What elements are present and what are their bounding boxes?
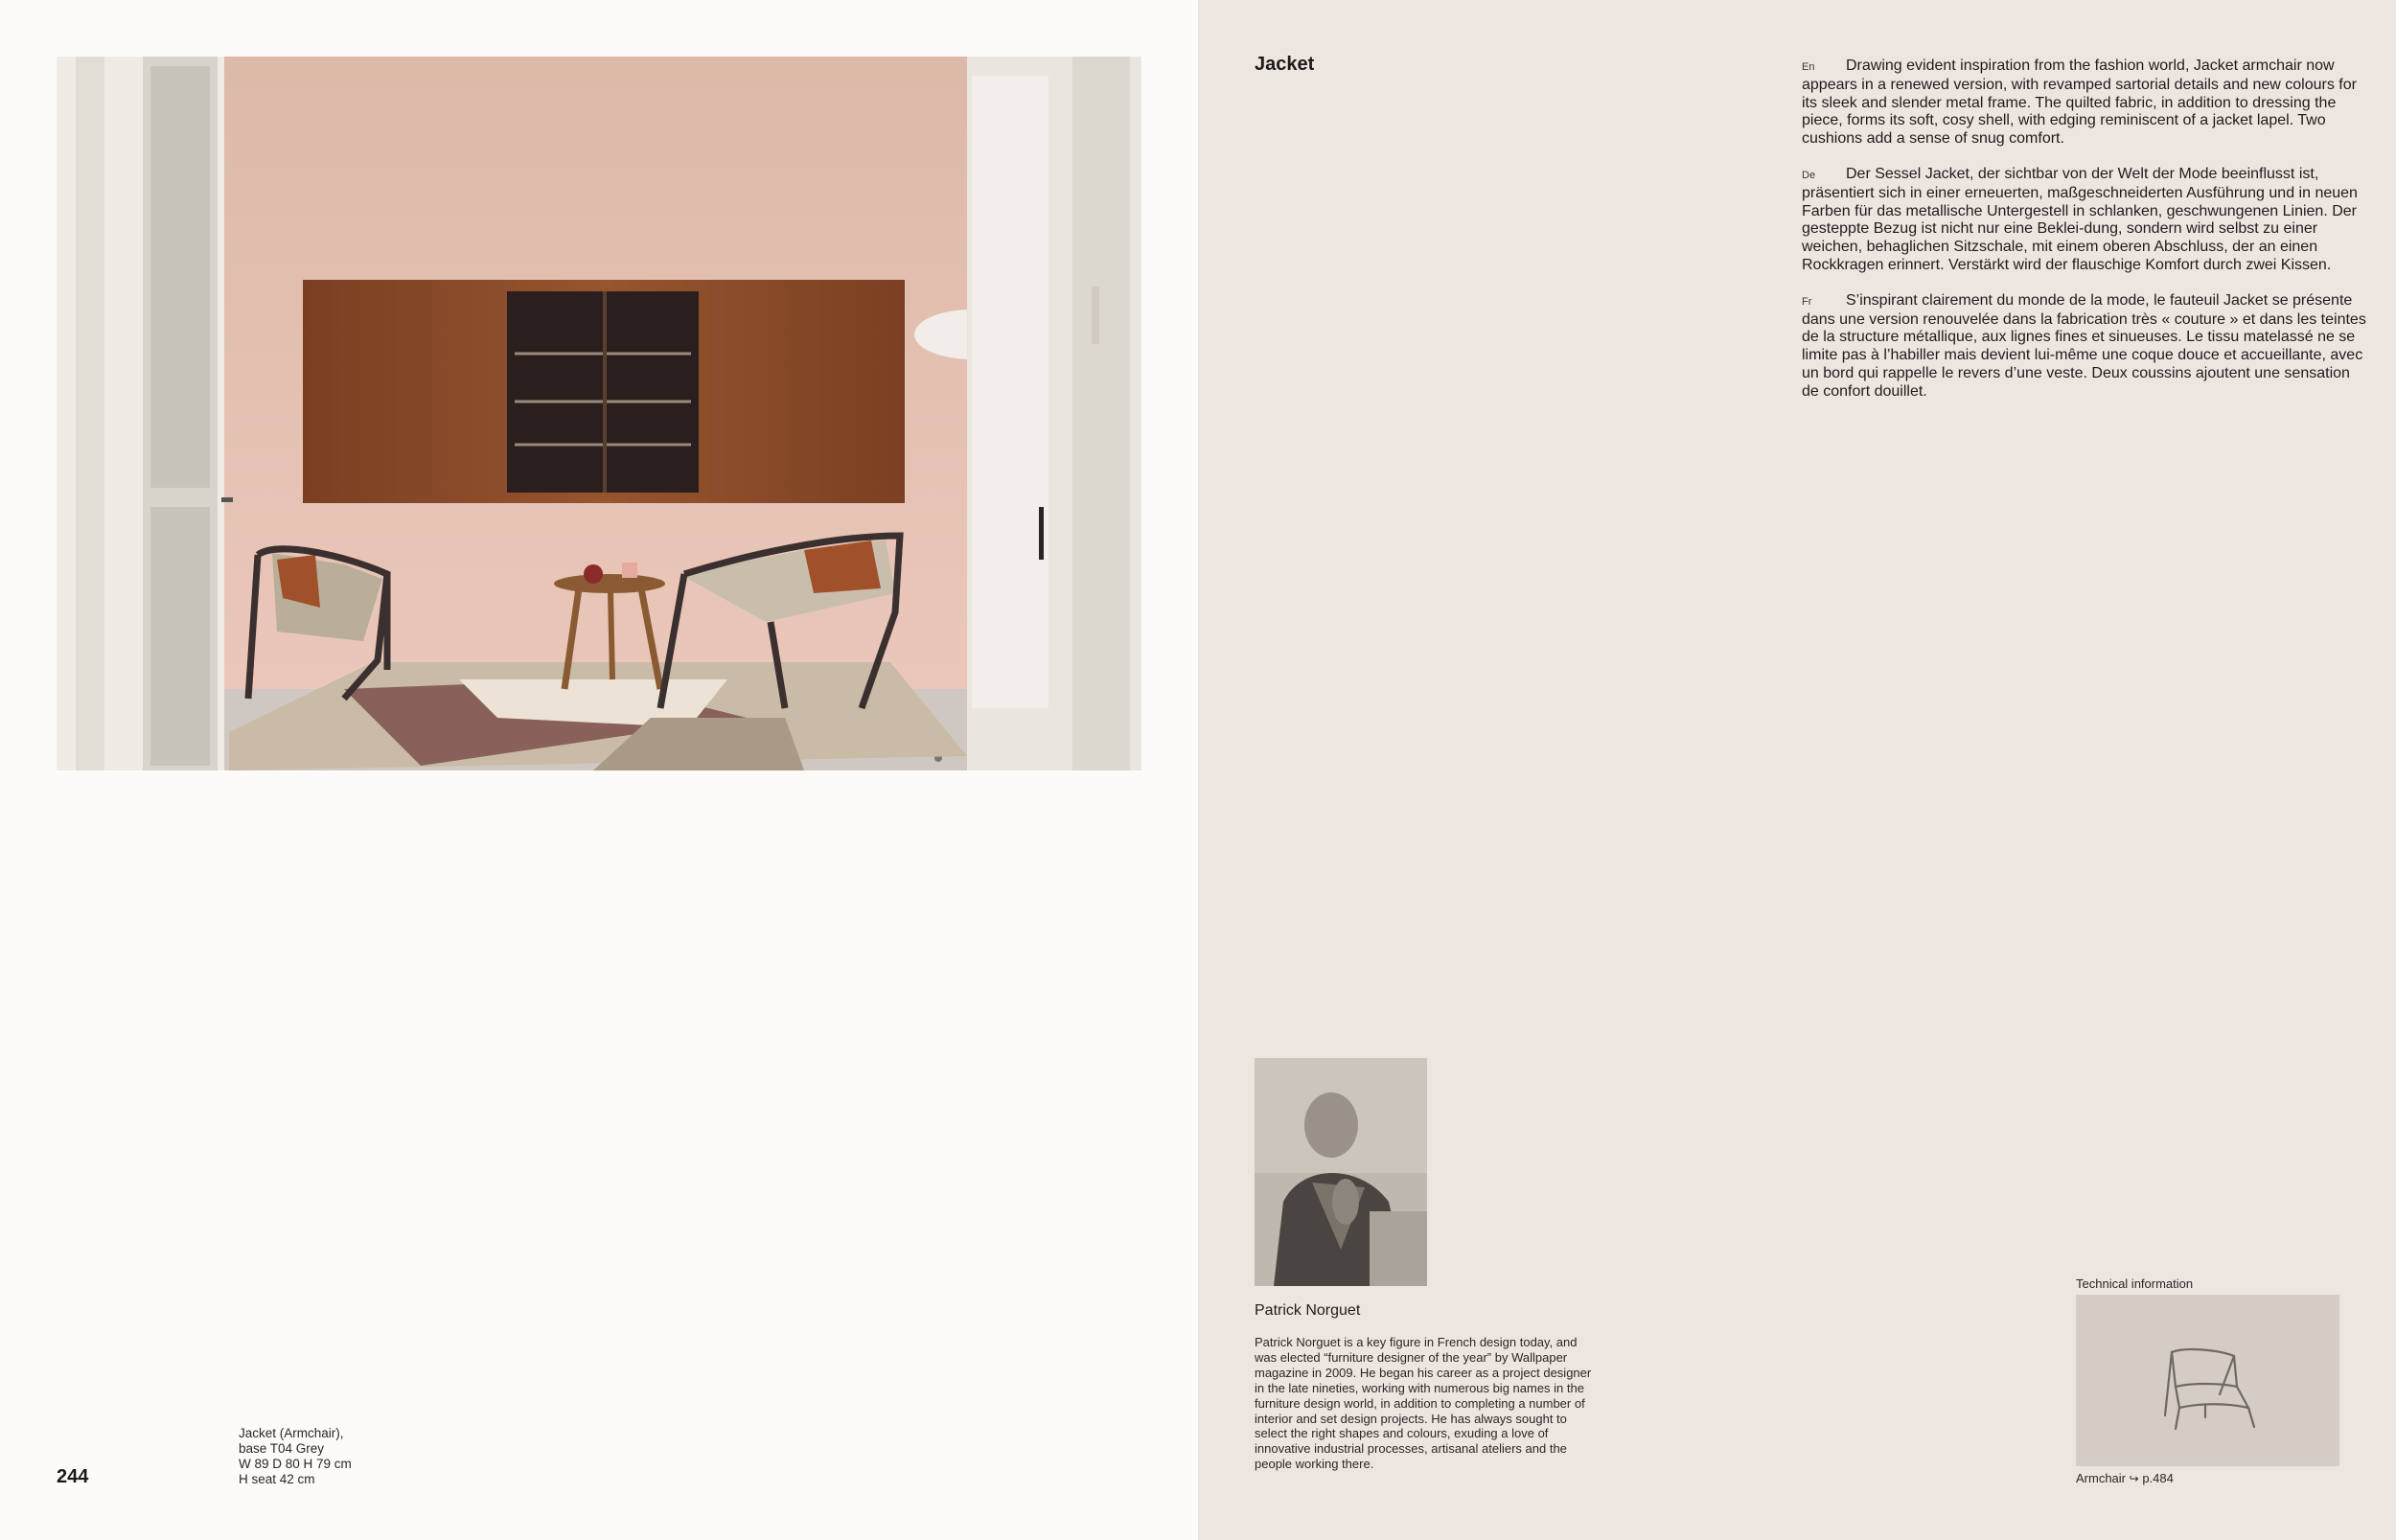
caption-line-3: W 89 D 80 H 79 cm — [239, 1457, 352, 1471]
description-en — [1802, 57, 2367, 149]
return-arrow-icon: ↪ — [2129, 1472, 2139, 1485]
language-tag-en: En — [1802, 61, 1815, 73]
designer-portrait-illustration — [1255, 1058, 1427, 1286]
language-tag-fr: Fr — [1802, 295, 1812, 308]
armchair-page-link[interactable] — [2076, 1471, 2174, 1485]
description-fr — [1802, 292, 2367, 402]
interior-photo-illustration — [57, 57, 1141, 770]
caption-line-1: Jacket (Armchair), — [239, 1426, 344, 1440]
caption-line-2: base T04 Grey — [239, 1441, 325, 1456]
armchair-link-label: Armchair — [2076, 1471, 2127, 1485]
technical-information-label: Technical information — [2076, 1276, 2194, 1291]
caption-line-4: H seat 42 cm — [239, 1472, 315, 1486]
designer-portrait — [1255, 1058, 1427, 1286]
armchair-sketch-icon — [2076, 1295, 2339, 1466]
armchair-link-page: p.484 — [2142, 1471, 2174, 1485]
description-en-text: Drawing evident inspiration from the fashion world, Jacket armchair now appears in a renewed version, with revamped sartorial details and new colours for its sleek and slender metal frame. The quilted fabric, in addition to dressing the piece, forms its soft, cosy shell, with edging reminiscent of a jacket lapel. Two cushions add a sense of snug comfort. — [1802, 57, 2357, 148]
photo-caption — [239, 1426, 352, 1487]
designer-name: Patrick Norguet — [1255, 1302, 1361, 1319]
product-title: Jacket — [1255, 54, 1315, 75]
designer-bio: Patrick Norguet is a key figure in French design today, and was elected “furniture designer of the year” by Wallpaper magazine in 2009. He began his career as a project designer in the late nineties, working with numerous big names in the furniture design world, in addition to completing a number of interior and set design projects. He has always sought to select the right shapes and colours, exuding a love of innovative industrial processes, artisanal ateliers and the people working there. — [1255, 1335, 1592, 1472]
interior-photo — [57, 57, 1141, 770]
page-number: 244 — [57, 1466, 89, 1487]
description-fr-text: S’inspirant clairement du monde de la mode, le fauteuil Jacket se présente dans une version renouvelée dans la fabrication très « couture » et dans les teintes de la structure métallique, aux lignes fines et sinueuses. Le tissu matelassé ne se limite pas à l’habiller mais devient lui-même une coque douce et accueillante, avec un bord qui rappelle le revers d’une veste. Deux coussins ajoutent une sensation de confort douillet. — [1802, 291, 2366, 400]
description-de — [1802, 166, 2367, 275]
right-page — [1198, 0, 2396, 1540]
description-de-text: Der Sessel Jacket, der sichtbar von der Welt der Mode beeinflusst ist, präsentiert sich in einer erneuerten, maßgeschneiderten Ausführung und in neuen Farben für das metallische Untergestell in schlanken, geschwungenen Linien. Der gesteppte Bezug ist nicht nur eine Beklei-dung, sondern wird selbst zu einer weichen, behaglichen Sitzschale, mit einem oberen Abschluss, der an einen Rockkragen erinnert. Verstärkt wird der flauschige Komfort durch zwei Kissen. — [1802, 165, 2358, 273]
description-block — [1802, 57, 2367, 419]
language-tag-de: De — [1802, 169, 1816, 181]
armchair-technical-drawing — [2076, 1295, 2339, 1466]
